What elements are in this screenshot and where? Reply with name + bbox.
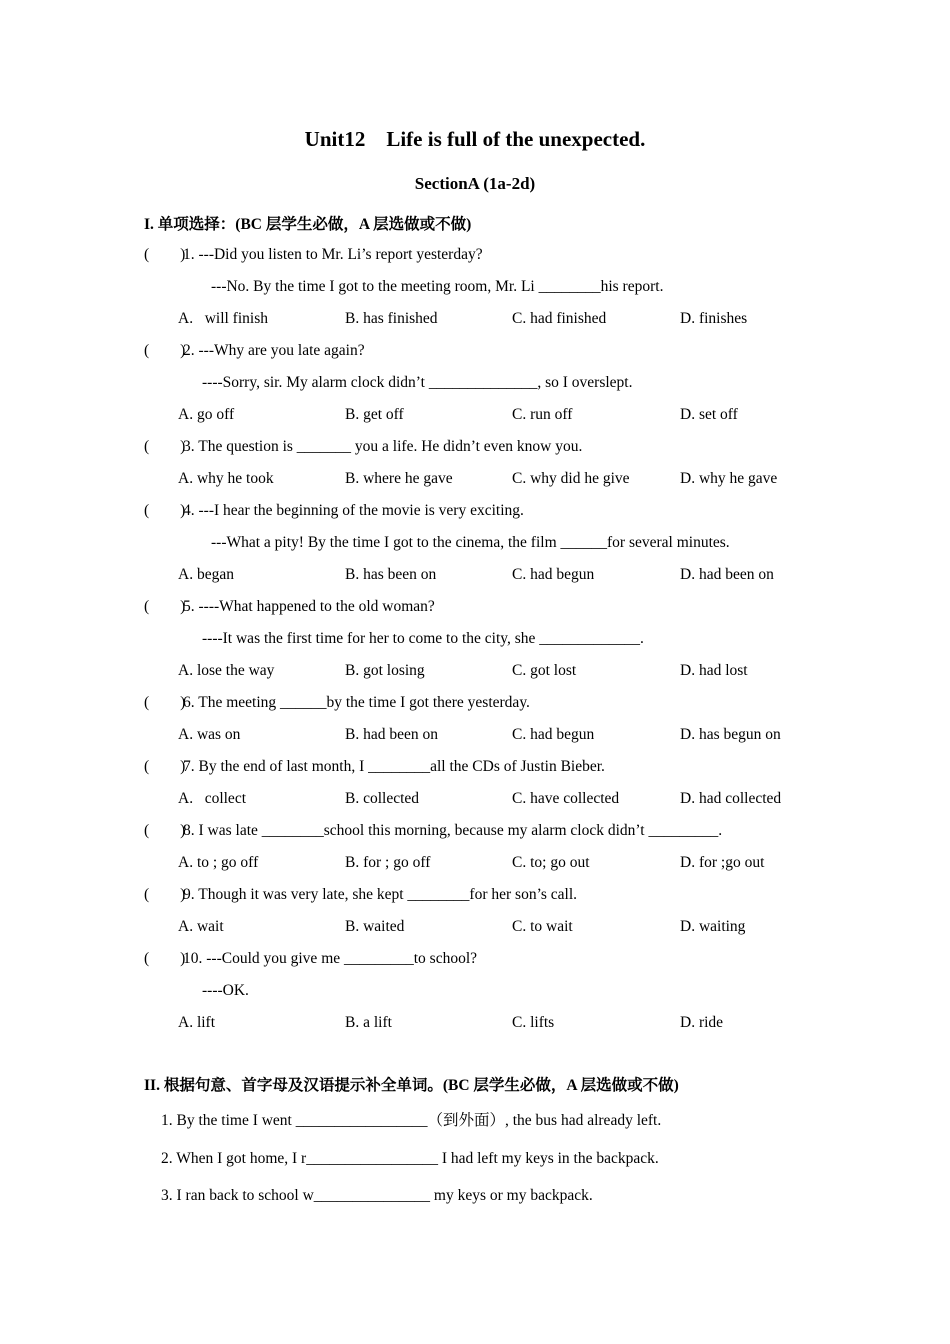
option-d: D. waiting <box>680 918 746 935</box>
answer-paren: ( ) <box>144 342 186 359</box>
question-stem: 7. By the end of last month, I ________all the CDs of Justin Bieber. <box>183 758 605 775</box>
question-stem: 10. ---Could you give me _________to school? <box>183 950 478 967</box>
option-a: A. will finish <box>178 310 268 327</box>
option-c: C. had begun <box>512 726 595 743</box>
fill-item-1: 1. By the time I went _________________（到外面）, the bus had already left. <box>161 1112 662 1129</box>
option-d: D. had been on <box>680 566 774 583</box>
answer-paren: ( ) <box>144 758 186 775</box>
answer-paren: ( ) <box>144 886 186 903</box>
option-b: B. a lift <box>345 1014 392 1031</box>
option-a: A. was on <box>178 726 241 743</box>
question-stem: 1. ---Did you listen to Mr. Li’s report yesterday? <box>183 246 483 263</box>
question-response: ----Sorry, sir. My alarm clock didn’t ______________, so I overslept. <box>202 374 633 391</box>
option-d: D. ride <box>680 1014 724 1031</box>
option-b: B. waited <box>345 918 405 935</box>
option-b: B. get off <box>345 406 404 423</box>
option-c: C. had begun <box>512 566 595 583</box>
option-b: B. has been on <box>345 566 437 583</box>
option-a: A. lose the way <box>178 662 275 679</box>
section1-heading: I. 单项选择：(BC 层学生必做，A 层选做或不做) <box>144 216 472 233</box>
option-b: B. where he gave <box>345 470 453 487</box>
fill-item-2: 2. When I got home, I r_________________ I had left my keys in the backpack. <box>161 1150 659 1167</box>
option-b: B. has finished <box>345 310 438 327</box>
answer-paren: ( ) <box>144 438 186 455</box>
question-stem: 5. ----What happened to the old woman? <box>183 598 435 615</box>
option-b: B. had been on <box>345 726 438 743</box>
option-c: C. got lost <box>512 662 577 679</box>
option-b: B. got losing <box>345 662 425 679</box>
answer-paren: ( ) <box>144 822 186 839</box>
option-a: A. go off <box>178 406 235 423</box>
option-c: C. have collected <box>512 790 620 807</box>
option-d: D. had lost <box>680 662 748 679</box>
option-c: C. to wait <box>512 918 573 935</box>
option-c: C. had finished <box>512 310 607 327</box>
question-stem: 3. The question is _______ you a life. He didn’t even know you. <box>183 438 583 455</box>
option-d: D. set off <box>680 406 738 423</box>
question-stem: 4. ---I hear the beginning of the movie is very exciting. <box>183 502 524 519</box>
option-a: A. lift <box>178 1014 216 1031</box>
option-b: B. for ; go off <box>345 854 431 871</box>
question-response: ----OK. <box>202 982 249 999</box>
question-stem: 9. Though it was very late, she kept ________for her son’s call. <box>183 886 578 903</box>
option-c: C. to; go out <box>512 854 590 871</box>
option-d: D. had collected <box>680 790 782 807</box>
option-a: A. began <box>178 566 234 583</box>
option-a: A. to ; go off <box>178 854 259 871</box>
answer-paren: ( ) <box>144 502 186 519</box>
option-c: C. run off <box>512 406 573 423</box>
question-response: ----It was the first time for her to come to the city, she _____________. <box>202 630 644 647</box>
question-response: ---No. By the time I got to the meeting room, Mr. Li ________his report. <box>211 278 664 295</box>
option-d: D. has begun on <box>680 726 781 743</box>
section2-heading: II. 根据句意、首字母及汉语提示补全单词。(BC 层学生必做，A 层选做或不做) <box>144 1077 679 1094</box>
question-stem: 2. ---Why are you late again? <box>183 342 365 359</box>
option-b: B. collected <box>345 790 420 807</box>
section-subtitle: SectionA (1a-2d) <box>414 174 536 193</box>
option-c: C. lifts <box>512 1014 555 1031</box>
option-c: C. why did he give <box>512 470 630 487</box>
answer-paren: ( ) <box>144 246 186 263</box>
answer-paren: ( ) <box>144 694 186 711</box>
option-d: D. for ;go out <box>680 854 765 871</box>
option-a: A. why he took <box>178 470 274 487</box>
fill-item-3: 3. I ran back to school w_______________ my keys or my backpack. <box>161 1187 593 1204</box>
option-a: A. wait <box>178 918 224 935</box>
question-stem: 6. The meeting ______by the time I got there yesterday. <box>183 694 530 711</box>
option-d: D. why he gave <box>680 470 778 487</box>
answer-paren: ( ) <box>144 598 186 615</box>
answer-paren: ( ) <box>144 950 186 967</box>
question-stem: 8. I was late ________school this morning, because my alarm clock didn’t _________. <box>183 822 723 839</box>
option-a: A. collect <box>178 790 247 807</box>
page-title: Unit12 Life is full of the unexpected. <box>304 127 646 151</box>
question-response: ---What a pity! By the time I got to the cinema, the film ______for several minutes. <box>211 534 730 551</box>
option-d: D. finishes <box>680 310 748 327</box>
